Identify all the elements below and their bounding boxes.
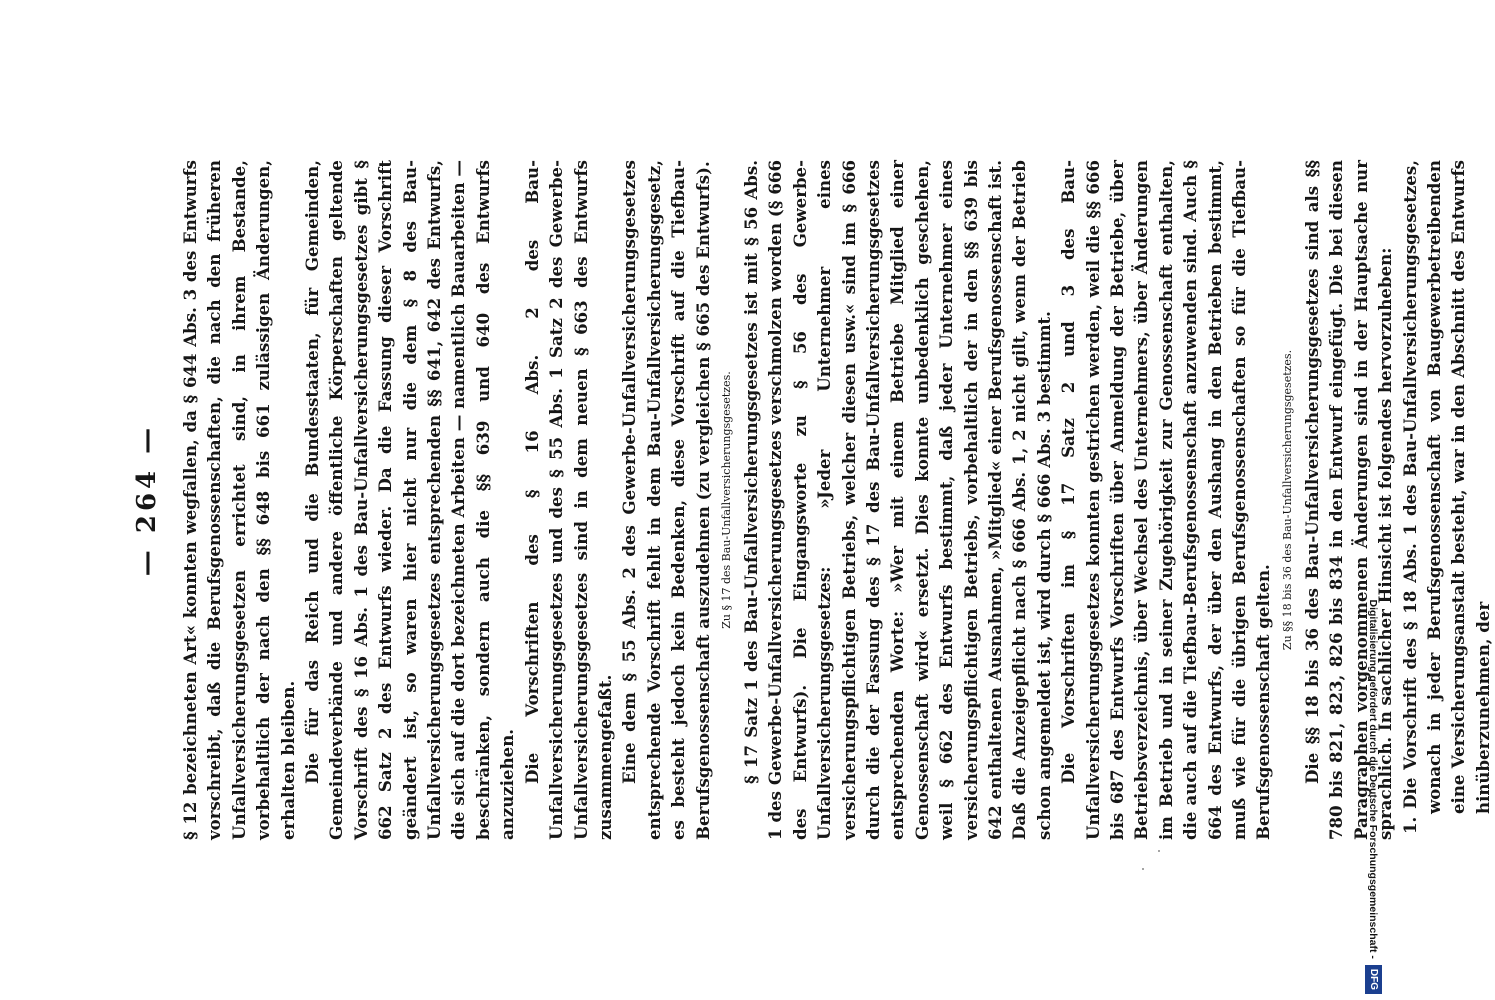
scan-speck <box>1158 850 1160 852</box>
page-text-body <box>178 160 1495 840</box>
paragraph: § 12 bezeichneten Art« konnten wegfallen, da § 644 Abs. 3 des Entwurfs vorschreibt, daß die Berufsgenossenschaften, die nach den früheren Unfallversicherungsgesetzen errichtet sind, in ihrem Bestande, vorbehaltlich der nach den §§ 648 bis 661 zulässigen Änderungen, erhalten bleiben. <box>180 160 298 840</box>
section-heading: Zu §§ 18 bis 36 des Bau-Unfallversicherungsgesetzes. <box>1280 349 1294 651</box>
paragraph: Die für das Reich und die Bundesstaaten, für Gemeinden, Gemeindeverbände und andere öffentliche Körperschaften geltende Vorschrift des § 16 Abs. 1 des Bau-Unfallversicherungsgesetzes gibt § 662 Satz 2 des Entwurfs wieder. Da die Fassung dieser Vorschrift geändert ist, so waren hier nicht nur die dem § 8 des Bau-Unfallversicherungsgesetzes entsprechenden §§ 641, 642 des Entwurfs, die sich auf die dort bezeichneten Arbeiten — namentlich Bauarbeiten — beschränken, sondern auch die §§ 639 und 640 des Entwurfs anzuziehen. <box>302 160 518 840</box>
digitization-credit-strip <box>1364 4 1383 994</box>
paragraph: § 17 Satz 1 des Bau-Unfallversicherungsgesetzes ist mit § 56 Abs. 1 des Gewerbe-Unfallversicherungsgesetzes verschmolzen worden (§ 666 des Entwurfs). Die Eingangsworte zu § 56 des Gewerbe-Unfallversicherungsgesetzes: »Jeder Unternehmer eines versicherungspflichtigen Betriebs, welcher diesen usw.« sind im § 666 durch die der Fassung des § 17 des Bau-Unfallversicherungsgesetzes entsprechenden Worte: »Wer mit einem Betriebe Mitglied einer Genossenschaft wird« ersetzt. Dies konnte unbedenklich geschehen, weil § 662 des Entwurfs bestimmt, daß jeder Unternehmer eines versicherungspflichtigen Betriebs, vorbehaltlich der in den §§ 639 bis 642 enthaltenen Ausnahmen, »Mitglied« einer Berufsgenossenschaft ist. Daß die Anzeigepflicht nach § 666 Abs. 1, 2 nicht gilt, wenn der Betrieb schon angemeldet ist, wird durch § 666 Abs. 3 bestimmt. <box>740 160 1054 840</box>
paragraph: Eine dem § 55 Abs. 2 des Gewerbe-Unfallversicherungsgesetzes entsprechende Vorschrift fehlt in dem Bau-Unfallversicherungsgesetz, es besteht jedoch kein Bedenken, diese Vorschrift auf die Tiefbau-Berufsgenossenschaft auszudehnen (zu vergleichen § 665 des Entwurfs). <box>619 160 713 840</box>
scan-speck <box>1142 868 1144 870</box>
section-heading: Zu § 17 des Bau-Unfallversicherungsgesetzes. <box>719 371 733 629</box>
list-item: 1. Die Vorschrift des § 18 Abs. 1 des Bau-Unfallversicherungsgesetzes, wonach in jeder Berufsgenossenschaft von Baugewerbetreibenden eine Versicherungsanstalt besteht, war in den Abschnitt des Entwurfs hinüberzunehmen, der <box>1399 160 1493 834</box>
paragraph: Die Vorschriften des § 16 Abs. 2 des Bau-Unfallversicherungsgesetzes und des § 55 Abs. 1 Satz 2 des Gewerbe-Unfallversicherungsgesetzes sind in dem neuen § 663 des Entwurfs zusammengefaßt. <box>521 160 615 840</box>
paragraph: Die §§ 18 bis 36 des Bau-Unfallversicherungsgesetzes sind als §§ 780 bis 821, 823, 826 bis 834 in den Entwurf eingefügt. Die bei diesen Paragraphen vorgenommenen Änderungen sind in der Hauptsache nur sprachlich. In sachlicher Hinsicht ist folgendes hervorzuheben: <box>1301 160 1396 840</box>
paragraph: Die Vorschriften im § 17 Satz 2 und 3 des Bau-Unfallversicherungsgesetzes konnten gestrichen werden, weil die §§ 666 bis 687 des Entwurfs Vorschriften über Anmeldung der Betriebe, über Betriebsverzeichnis, über Wechsel des Unternehmers, über Änderungen im Betrieb und in seiner Zugehörigkeit zur Genossenschaft enthalten, die auch auf die Tiefbau-Berufsgenossenschaft anzuwenden sind. Auch § 664 des Entwurfs, der über den Aushang in den Betrieben bestimmt, muß wie für die übrigen Berufsgenossenschaften so für die Tiefbau-Berufsgenossenschaft gelten. <box>1058 160 1274 840</box>
page-number: — 264 — <box>132 423 162 577</box>
dfg-logo: DFG <box>1365 965 1382 994</box>
digitization-credit-text: Digitalisierung gefördert durch die Deutsche Forschungsgemeinschaft - <box>1367 599 1380 959</box>
